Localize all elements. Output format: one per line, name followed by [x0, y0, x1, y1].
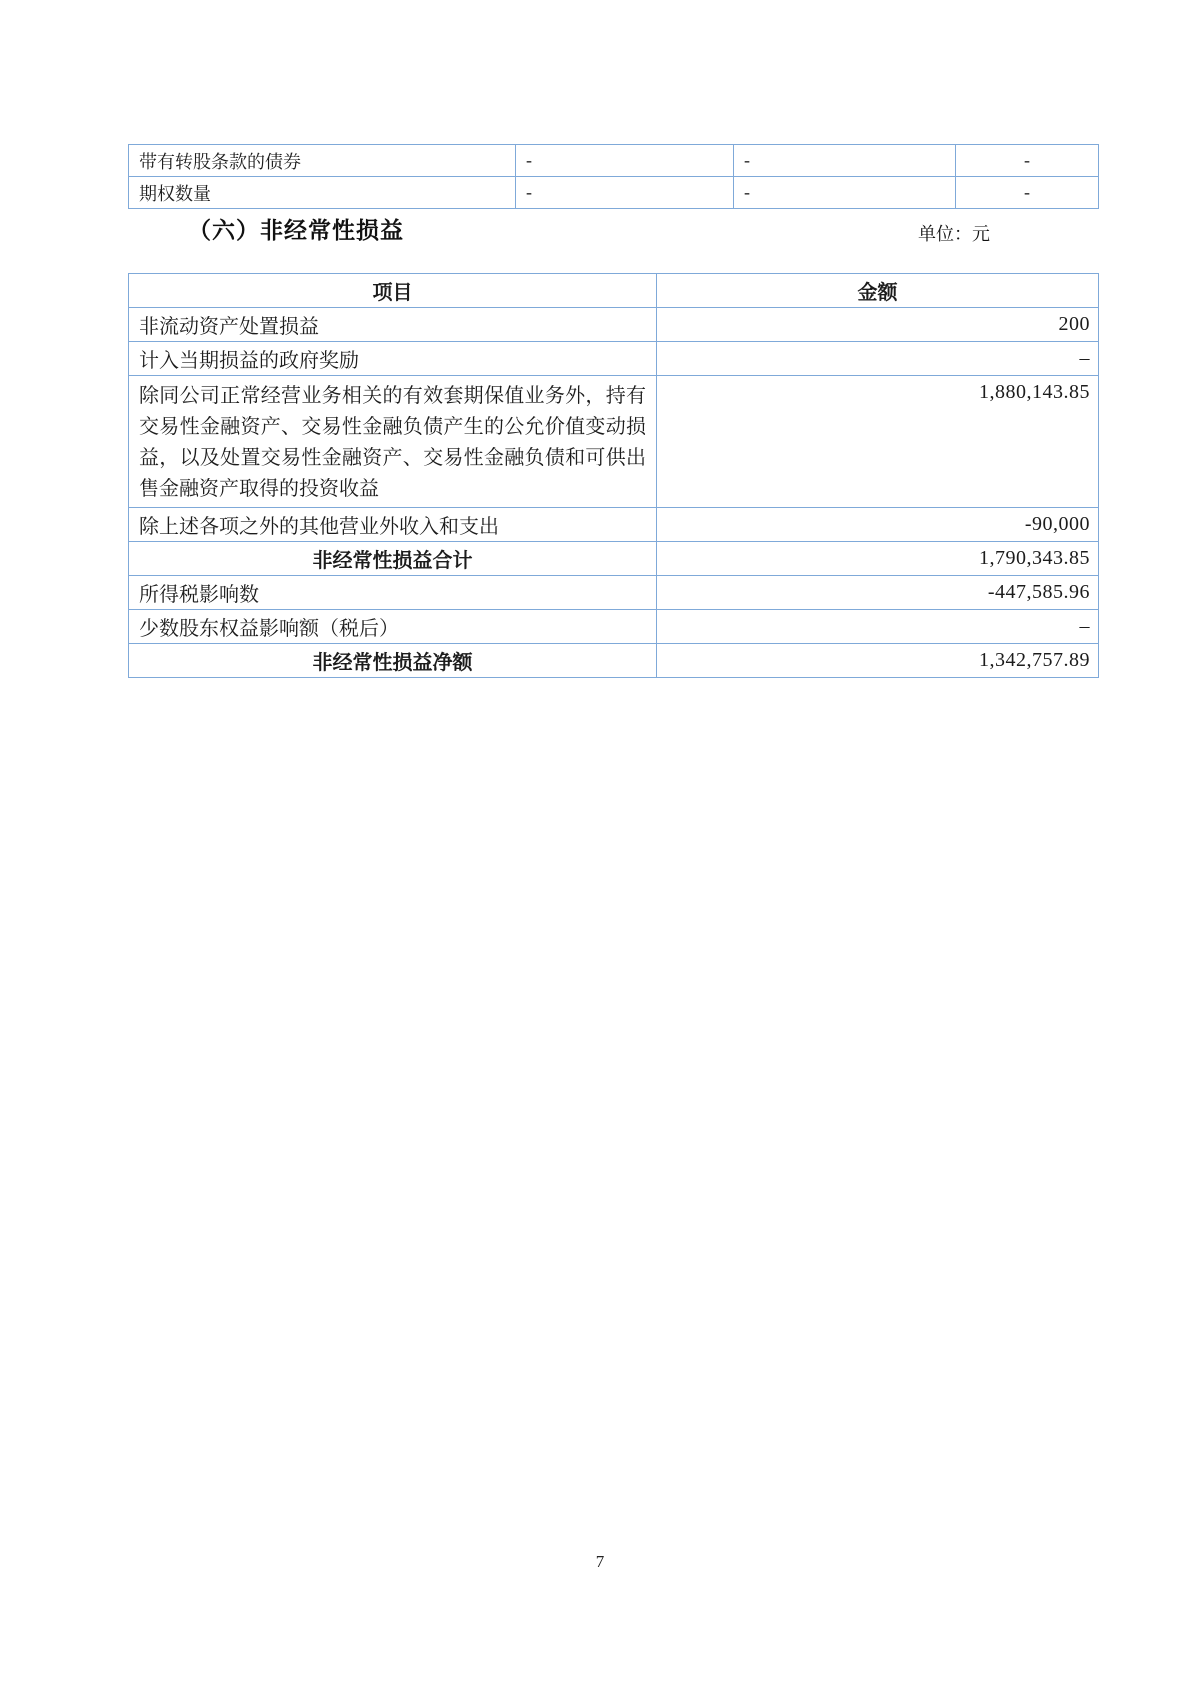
- amount-cell: -90,000: [657, 508, 1099, 542]
- table-header-row: [129, 274, 1099, 308]
- total-label-cell: 非经常性损益净额: [129, 644, 657, 678]
- value-cell: -: [956, 177, 1099, 209]
- item-cell: 非流动资产处置损益: [129, 308, 657, 342]
- table-row: [129, 376, 1099, 508]
- amount-cell: –: [657, 610, 1099, 644]
- amount-cell: 1,880,143.85: [657, 376, 1099, 508]
- item-cell: 计入当期损益的政府奖励: [129, 342, 657, 376]
- table-row: [129, 508, 1099, 542]
- table-row: [129, 177, 1099, 209]
- item-cell: 期权数量: [129, 177, 516, 209]
- item-cell: 带有转股条款的债券: [129, 145, 516, 177]
- amount-cell: -447,585.96: [657, 576, 1099, 610]
- table-row: [129, 576, 1099, 610]
- amount-cell: 200: [657, 308, 1099, 342]
- item-cell: 所得税影响数: [129, 576, 657, 610]
- table-row: [129, 308, 1099, 342]
- subtotal-label-cell: 非经常性损益合计: [129, 542, 657, 576]
- item-column-header: 项目: [129, 274, 657, 308]
- amount-cell: –: [657, 342, 1099, 376]
- table-row: [129, 145, 1099, 177]
- amount-cell: 1,790,343.85: [657, 542, 1099, 576]
- table-row: [129, 342, 1099, 376]
- amount-column-header: 金额: [657, 274, 1099, 308]
- item-cell: 少数股东权益影响额（税后）: [129, 610, 657, 644]
- item-cell: 除上述各项之外的其他营业外收入和支出: [129, 508, 657, 542]
- table-row: [129, 610, 1099, 644]
- amount-cell: 1,342,757.89: [657, 644, 1099, 678]
- unit-label: 单位：元: [918, 224, 990, 244]
- value-cell: -: [734, 145, 956, 177]
- table-row: [129, 542, 1099, 576]
- item-cell: 除同公司正常经营业务相关的有效套期保值业务外，持有交易性金融资产、交易性金融负债产生的公允价值变动损益，以及处置交易性金融资产、交易性金融负债和可供出售金融资产取得的投资收益: [129, 376, 657, 508]
- value-cell: -: [734, 177, 956, 209]
- table-row: [129, 644, 1099, 678]
- value-cell: -: [516, 177, 734, 209]
- non-recurring-items-table: [128, 273, 1099, 678]
- value-cell: -: [956, 145, 1099, 177]
- section-heading-row: [0, 210, 1200, 250]
- page-number: 7: [595, 1552, 605, 1571]
- section-heading: （六）非经常性损益: [188, 217, 404, 243]
- convertible-securities-table: [128, 144, 1099, 209]
- value-cell: -: [516, 145, 734, 177]
